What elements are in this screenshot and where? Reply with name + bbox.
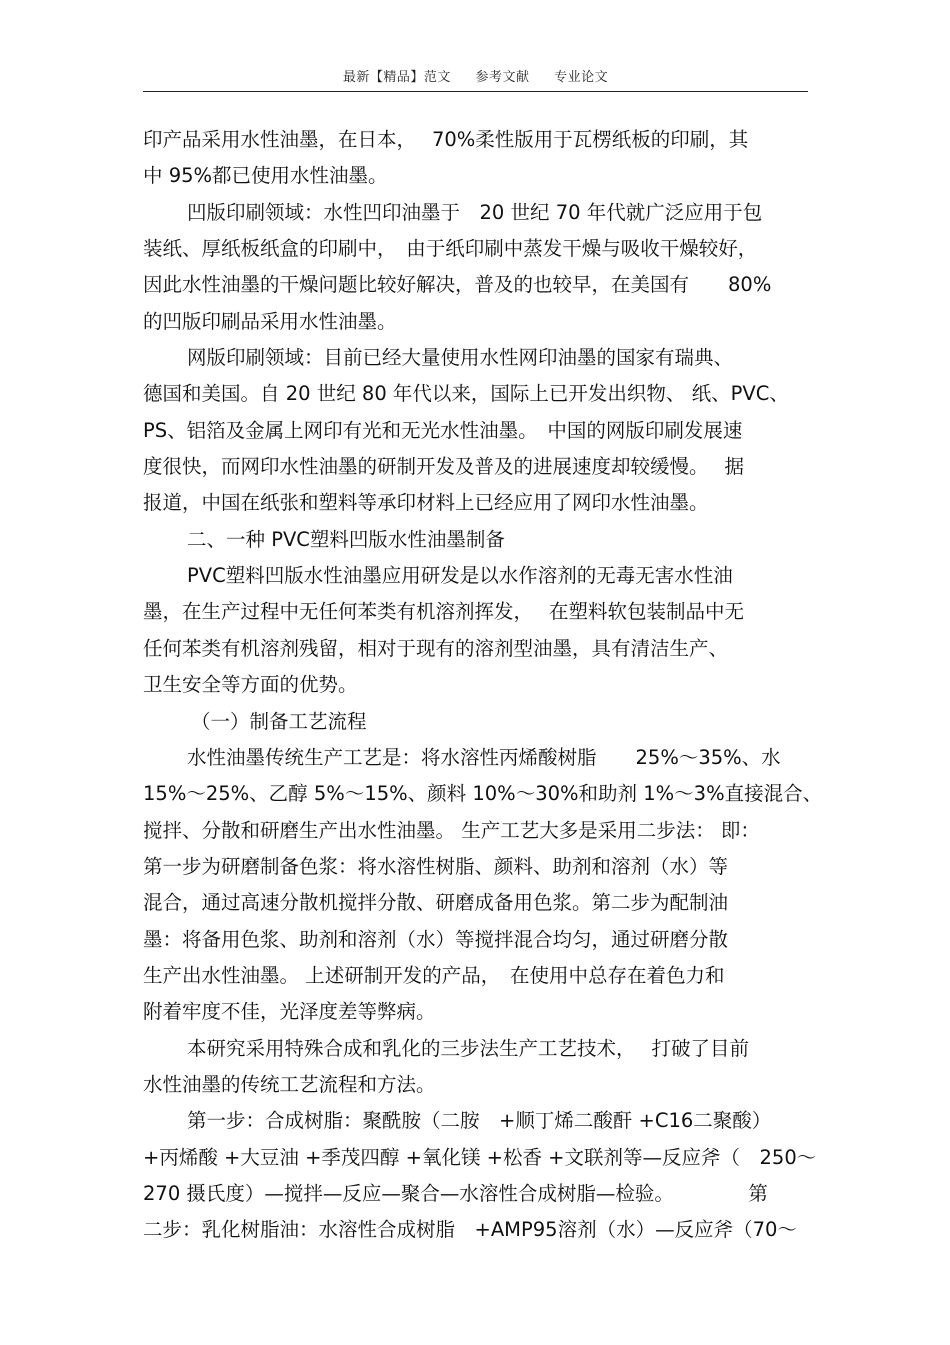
text-line: 本研究采用特殊合成和乳化的三步法生产工艺技术， 打破了目前 (187, 1036, 749, 1060)
header-item-cankao: 参考文献 (475, 70, 530, 85)
text-line: 生产出水性油墨。 上述研制开发的产品， 在使用中总存在着色力和 (143, 963, 725, 987)
text-line: 中 95%都已使用水性油墨。 (143, 164, 388, 188)
text-line: PVC塑料凹版水性油墨应用研发是以水作溶剂的无毒无害水性油 (187, 564, 733, 588)
text-line: 搅拌、分散和研磨生产出水性油墨。 生产工艺大多是采用二步法： 即： (143, 818, 760, 842)
text-line: 水性油墨的传统工艺流程和方法。 (143, 1072, 436, 1096)
text-line: 的凹版印刷品采用水性油墨。 (143, 309, 397, 333)
text-line: 墨，在生产过程中无任何苯类有机溶剂挥发， 在塑料软包装制品中无 (143, 600, 744, 624)
text-line: 德国和美国。自 20 世纪 80 年代以来，国际上已开发出织物、 纸、PVC、 (143, 382, 789, 406)
body-text (143, 122, 833, 1249)
text-line: +丙烯酸 +大豆油 +季茂四醇 +氧化镁 +松香 +文联剂等—反应斧（ 250～ (143, 1145, 817, 1169)
text-line: 270 摄氏度）—搅拌—反应—聚合—水溶性合成树脂—检验。 第 (143, 1181, 768, 1205)
text-line: 凹版印刷领域：水性凹印油墨于 20 世纪 70 年代就广泛应用于包 (187, 200, 763, 224)
subsection-heading: （一）制备工艺流程 (191, 709, 367, 733)
page-header (143, 66, 808, 85)
text-line: 装纸、厚纸板纸盒的印刷中， 由于纸印刷中蒸发干燥与吸收干燥较好， (143, 237, 758, 261)
header-divider (143, 91, 808, 92)
section-heading: 二、一种 PVC塑料凹版水性油墨制备 (187, 527, 505, 551)
text-line: 第一步：合成树脂：聚酰胺（二胺 +顺丁烯二酸酐 +C16二聚酸） (187, 1109, 772, 1133)
text-line: 度很快，而网印水性油墨的研制开发及普及的进展速度却较缓慢。 据 (143, 455, 744, 479)
text-line: 报道，中国在纸张和塑料等承印材料上已经应用了网印水性油墨。 (143, 491, 709, 515)
header-item-zhuanye: 专业论文 (554, 70, 609, 85)
text-line: 印产品采用水性油墨，在日本， 70%柔性版用于瓦楞纸板的印刷，其 (143, 128, 749, 151)
text-line: 网版印刷领域：目前已经大量使用水性网印油墨的国家有瑞典、 (187, 346, 734, 370)
text-line: 卫生安全等方面的优势。 (143, 673, 358, 697)
text-line: 15%～25%、乙醇 5%～15%、颜料 10%～30%和助剂 1%～3%直接混合、 (143, 782, 823, 806)
text-line: 因此水性油墨的干燥问题比较好解决，普及的也较早，在美国有 80% (143, 273, 772, 297)
text-line: 二步：乳化树脂油：水溶性合成树脂 +AMP95溶剂（水）—反应斧（70～ (143, 1218, 797, 1242)
text-line: 任何苯类有机溶剂残留，相对于现有的溶剂型油墨，具有清洁生产、 (143, 636, 729, 660)
text-line: 水性油墨传统生产工艺是：将水溶性丙烯酸树脂 25%～35%、水 (187, 745, 781, 769)
text-line: 附着牢度不佳，光泽度差等弊病。 (143, 1000, 436, 1024)
text-line: 墨：将备用色浆、助剂和溶剂（水）等搅拌混合均匀，通过研磨分散 (143, 927, 729, 951)
header-item-fanwen: 最新【精品】范文 (342, 70, 451, 85)
text-line: 第一步为研磨制备色浆：将水溶性树脂、颜料、助剂和溶剂（水）等 (143, 854, 729, 878)
text-line: 混合，通过高速分散机搅拌分散、研磨成备用色浆。第二步为配制油 (143, 891, 729, 915)
text-line: PS、铝箔及金属上网印有光和无光水性油墨。 中国的网版印刷发展速 (143, 418, 743, 442)
